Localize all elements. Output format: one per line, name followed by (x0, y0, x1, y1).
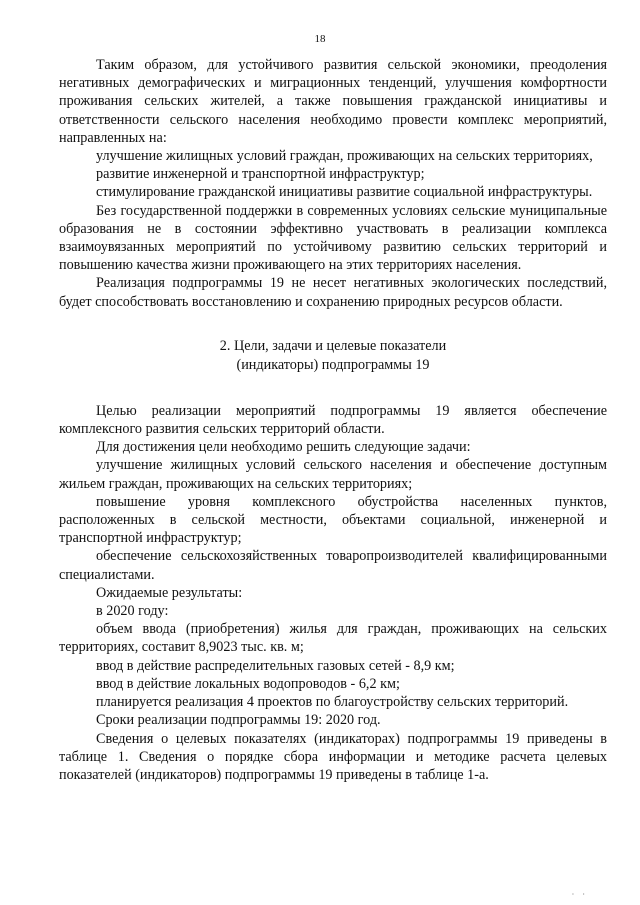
list-item: развитие инженерной и транспортной инфраструктур; (96, 166, 425, 183)
paragraph: Ожидаемые результаты: (96, 584, 243, 601)
paragraph: Без государственной поддержки в современных условиях сельские муниципальные образования не в состоянии эффективно участвовать в реализации комплекса взаимоувязанных мероприятий по устойчивому развитию сельских территорий и повышению качества жизни проживающего на этих территориях населения. (59, 202, 607, 274)
paragraph: Таким образом, для устойчивого развития сельской экономики, преодоления негативных демографических и миграционных тенденций, улучшения комфортности проживания сельских жителей, а также повышения гражданской инициативы и ответственности сельского населения необходимо провести комплекс мероприятий, направленных на: (59, 57, 607, 146)
paragraph: Сведения о целевых показателях (индикаторах) подпрограммы 19 приведены в таблице 1. Сведения о порядке сбора информации и методике расчета целевых показателей (индикаторов) подпрограммы 19 приведены в таблице 1-а. (59, 730, 607, 783)
section-heading (59, 337, 607, 375)
paragraph: Сроки реализации подпрограммы 19: 2020 год. (96, 712, 381, 729)
list-item: улучшение жилищных условий сельского населения и обеспечение доступным жильем граждан, проживающих на сельских территориях; (59, 457, 607, 492)
paragraph: Реализация подпрограммы 19 не несет негативных экологических последствий, будет способствовать восстановлению и сохранению природных ресурсов области. (59, 275, 607, 310)
list-item: ввод в действие распределительных газовых сетей - 8,9 км; (96, 657, 455, 674)
paragraph: Для достижения цели необходимо решить следующие задачи: (96, 439, 471, 456)
list-item: планируется реализация 4 проектов по благоустройству сельских территорий. (96, 694, 569, 711)
list-item: ввод в действие локальных водопроводов - 6,2 км; (96, 675, 400, 692)
document-body (59, 56, 607, 784)
page-number: 18 (314, 33, 326, 45)
list-item: стимулирование гражданской инициативы развитие социальной инфраструктуры. (96, 184, 593, 201)
corner-mark: · · (571, 890, 588, 899)
paragraph: в 2020 году: (96, 603, 169, 620)
list-item: объем ввода (приобретения) жилья для граждан, проживающих на сельских территориях, составит 8,9023 тыс. кв. м; (59, 621, 607, 656)
section-heading-line-1: 2. Цели, задачи и целевые показатели (219, 337, 447, 354)
section-heading-line-2: (индикаторы) подпрограммы 19 (236, 356, 430, 373)
list-item: обеспечение сельскохозяйственных товаропроизводителей квалифицированными специалистами. (59, 548, 607, 583)
list-item: улучшение жилищных условий граждан, проживающих на сельских территориях, (96, 148, 593, 165)
list-item: повышение уровня комплексного обустройства населенных пунктов, расположенных в сельской местности, объектами социальной, инженерной и транспортной инфраструктур; (59, 493, 607, 547)
paragraph: Целью реализации мероприятий подпрограммы 19 является обеспечение комплексного развития сельских территорий области. (59, 402, 607, 438)
